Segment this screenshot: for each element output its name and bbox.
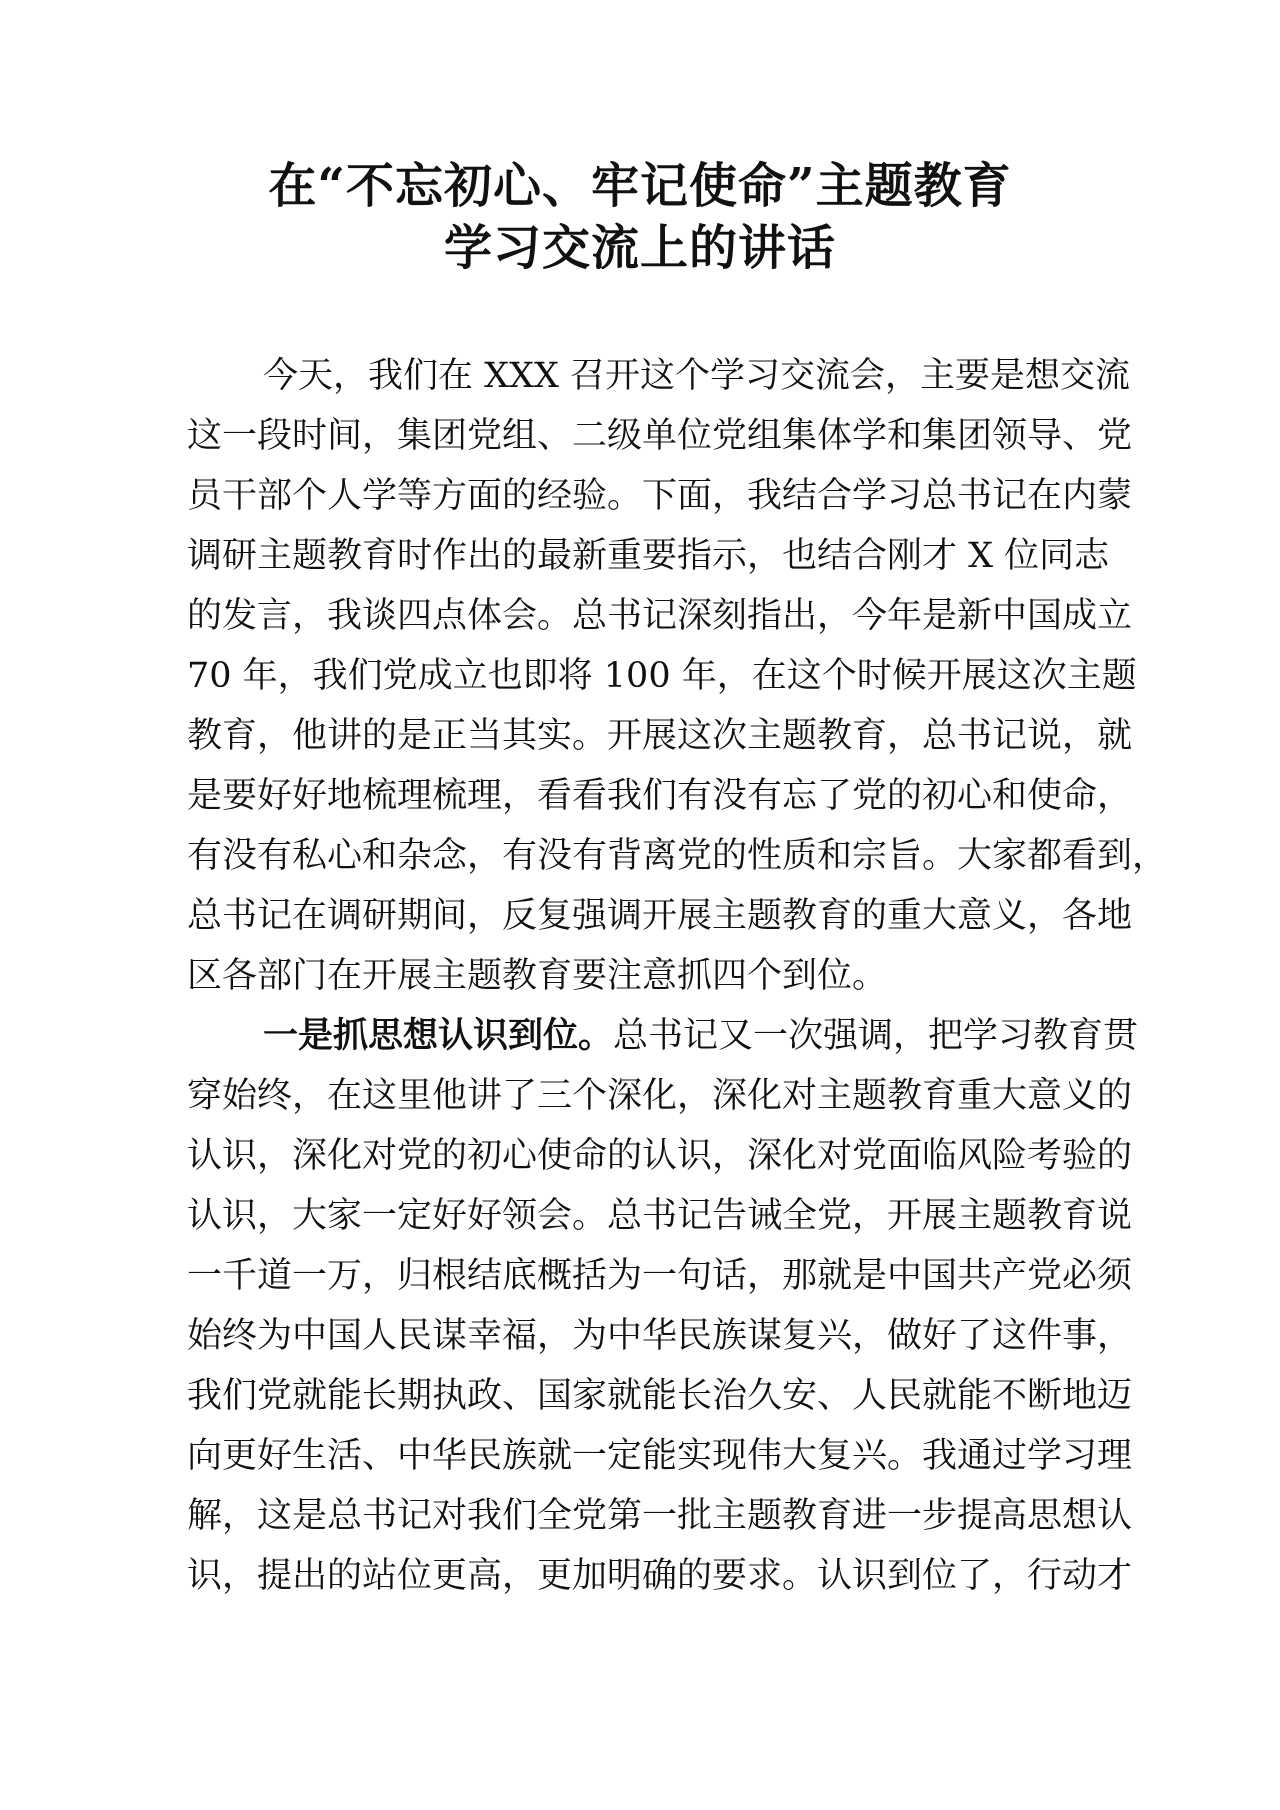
- paragraph-1: [187, 346, 1168, 1006]
- text-line: 一千道一万，归根结底概括为一句话，那就是中国共产党必须: [187, 1256, 1133, 1296]
- text-line: 我们党就能长期执政、国家就能长治久安、人民就能不断地迈: [187, 1376, 1133, 1416]
- text-line: 70 年，我们党成立也即将 100 年，在这个时候开展这次主题: [187, 656, 1137, 696]
- text-line: 的发言，我谈四点体会。总书记深刻指出，今年是新中国成立: [187, 596, 1133, 636]
- document-title-line-2: 学习交流上的讲话: [443, 220, 836, 276]
- text-line: 穿始终，在这里他讲了三个深化，深化对主题教育重大意义的: [187, 1076, 1133, 1116]
- text-run: 总书记又一次强调，把学习教育贯: [613, 1016, 1139, 1056]
- text-line: 始终为中国人民谋幸福，为中华民族谋复兴，做好了这件事，: [187, 1316, 1133, 1356]
- text-line: 是要好好地梳理梳理，看看我们有没有忘了党的初心和使命，: [187, 776, 1133, 816]
- text-line: 认识，深化对党的初心使命的认识，深化对党面临风险考验的: [187, 1136, 1133, 1176]
- text-line: 这一段时间，集团党组、二级单位党组集体学和集团领导、党: [187, 416, 1133, 456]
- document-title-line-1: 在“不忘初心、牢记使命”主题教育: [268, 158, 1012, 214]
- text-line: 今天，我们在 XXX 召开这个学习交流会，主要是想交流: [263, 356, 1131, 396]
- text-line: 解，这是总书记对我们全党第一批主题教育进一步提高思想认: [187, 1496, 1133, 1536]
- text-line: 向更好生活、中华民族就一定能实现伟大复兴。我通过学习理: [187, 1436, 1133, 1476]
- text-line: 教育，他讲的是正当其实。开展这次主题教育，总书记说，就: [187, 716, 1133, 756]
- section-lead-heading: 一是抓思想认识到位。: [263, 1016, 614, 1056]
- text-line: 识，提出的站位更高，更加明确的要求。认识到位了，行动才: [187, 1556, 1133, 1596]
- text-line: 总书记在调研期间，反复强调开展主题教育的重大意义，各地: [187, 896, 1133, 936]
- text-line: 员干部个人学等方面的经验。下面，我结合学习总书记在内蒙: [187, 476, 1133, 516]
- paragraph-2: [187, 1006, 1139, 1606]
- document-body: [187, 346, 1168, 1606]
- text-line: 区各部门在开展主题教育要注意抓四个到位。: [187, 956, 888, 996]
- text-line: 调研主题教育时作出的最新重要指示，也结合刚才 X 位同志: [187, 536, 1110, 576]
- text-line: 有没有私心和杂念，有没有背离党的性质和宗旨。大家都看到，: [187, 836, 1168, 876]
- text-line: [187, 1006, 1139, 1066]
- text-line: 认识，大家一定好好领会。总书记告诫全党，开展主题教育说: [187, 1196, 1133, 1236]
